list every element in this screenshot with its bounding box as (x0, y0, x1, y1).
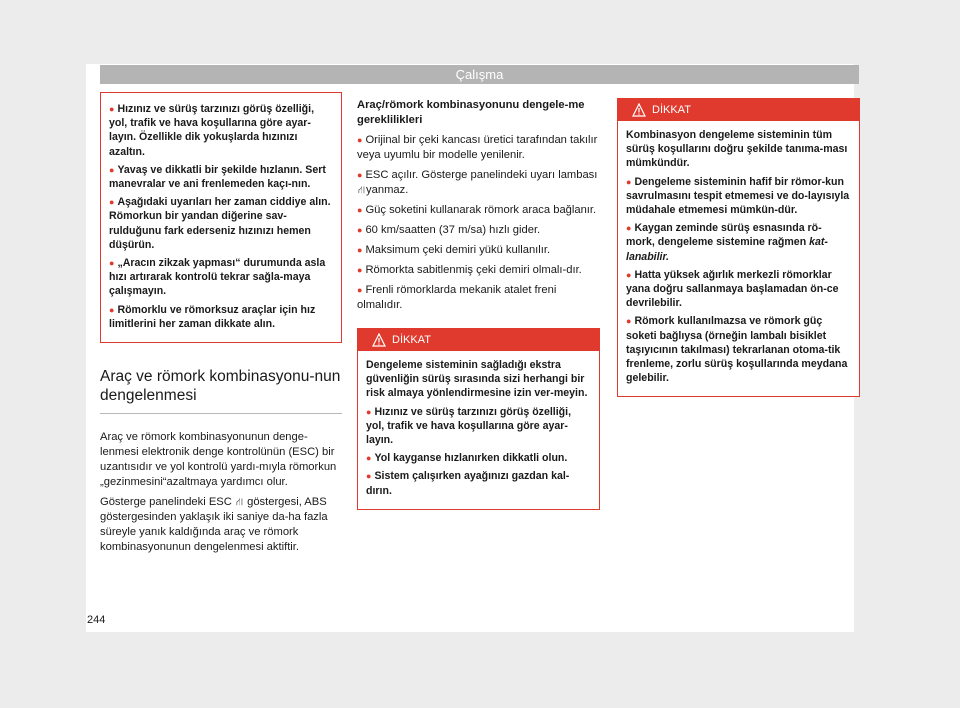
warning-item: ● Dengeleme sisteminin hafif bir römor-kun savrulmasını tespit etmemesi ve do-layısıyla müdahale etmemesi mümkün-dür. (626, 175, 850, 217)
bullet-icon: ● (626, 269, 632, 280)
bullet-icon: ● (626, 223, 632, 234)
column-2 (357, 98, 600, 510)
esc-trailer-icon: ⛙ (235, 497, 243, 509)
list-item: ● ESC açılır. Gösterge panelindeki uyarı lambası⛙yanmaz. (357, 169, 598, 196)
warning-item: ● Yol kayganse hızlanırken dikkatli olun. (366, 452, 568, 465)
list-item: ● 60 km/saatten (37 m/sa) hızlı gider. (357, 224, 541, 236)
bullet-icon: ● (366, 453, 372, 464)
bullet-icon: ● (366, 406, 372, 417)
bullet-icon: ● (109, 197, 115, 208)
list-item: ● Güç soketini kullanarak römork araca bağlanır. (357, 204, 597, 216)
column-1 (100, 92, 342, 560)
column-3 (617, 98, 860, 397)
list-item: ● Römorkta sabitlenmiş çeki demiri olmalı-dır. (357, 264, 582, 276)
requirements-list (357, 133, 600, 313)
warning-item: ● Sistem çalışırken ayağınızı gazdan kal-dırın. (366, 470, 570, 497)
warning-box (617, 98, 860, 397)
warning-triangle-icon (632, 103, 646, 117)
warning-triangle-icon (372, 333, 386, 347)
list-item: ● Maksimum çeki demiri yükü kullanılır. (357, 244, 551, 256)
warning-header: DİKKAT (618, 99, 859, 121)
bullet-icon: ● (109, 258, 115, 269)
warning-item: ● Hızınız ve sürüş tarzınızı görüş özelliği, yol, trafik ve hava koşullarına göre ayar-layın. (366, 405, 572, 447)
warning-lead: Dengeleme sisteminin sağladığı ekstra güvenliğin sürüş sırasında sizi herhangi bir risk almaya yönlendirmesine izin ver-meyin. (366, 359, 588, 400)
bullet-icon: ● (109, 104, 115, 114)
warning-item: ● Hızınız ve sürüş tarzınızı görüş özelliği, yol, trafik ve hava koşullarına göre ayar-layın. Özellikle dik yokuşlarda hızınızı azaltın. (109, 103, 315, 158)
warning-item: ● Yavaş ve dikkatli bir şekilde hızlanın. Sert manevralar ve ani frenlemeden kaçı-nın. (109, 163, 326, 191)
list-item: ● Frenli römorklarda mekanik atalet freni olmalıdır. (357, 284, 557, 311)
warning-item: ● Hatta yüksek ağırlık merkezli römorklar yana doğru sallanmaya başlamadan ön-ce devrilebilir. (626, 268, 839, 310)
bullet-icon: ● (357, 205, 363, 215)
bullet-icon: ● (357, 265, 363, 275)
warning-item: ● „Aracın zikzak yapması“ durumunda asla hızı artırarak kontrolü tekrar sağla-maya çalışmayın. (109, 257, 326, 298)
bullet-icon: ● (357, 245, 363, 255)
bullet-icon: ● (109, 164, 115, 175)
bullet-icon: ● (357, 135, 363, 145)
page-number: 244 (87, 614, 106, 626)
warning-lead: Kombinasyon dengeleme sisteminin tüm sürüş koşullarını doğru şekilde tanıma-ması mümkündür. (626, 129, 848, 170)
list-item: ● Orijinal bir çeki kancası üretici tarafından takılır veya uyumlu bir modelle yenilenir. (357, 134, 598, 161)
warning-item: ● Aşağıdaki uyarıları her zaman ciddiye alın. Römorkun bir yandan diğerine sav-rulduğunu fark ederseniz hızınızı hemen düşürün. (109, 196, 331, 251)
warning-body (618, 121, 859, 396)
intro-paragraph: Araç ve römork kombinasyonunun denge-lenmesi elektronik denge kontrolünün (ESC) bir uzantısıdır ve yol kontrolü yardı-mıyla römorkun „gezinmesini“azaltmaya yardımcı olur. (100, 431, 337, 489)
bullet-icon: ● (626, 316, 632, 327)
warning-body (101, 93, 341, 342)
bullet-icon: ● (357, 285, 363, 295)
warning-item: ● Römorklu ve römorksuz araçlar için hız limitlerini her zaman dikkate alın. (109, 303, 316, 330)
bullet-icon: ● (109, 304, 115, 315)
warning-box-continued (100, 92, 342, 343)
esc-paragraph: Gösterge panelindeki ESC ⛙ göstergesi, ABS göstergesinden yaklaşık iki saniye da-ha fazla süreyle yanık kaldığında araç ve römork kombinasyonunun dengelenmesi aktiftir. (100, 496, 328, 554)
warning-body (358, 351, 599, 509)
warning-item: ● Kaygan zeminde sürüş esnasında rö-mork, dengeleme sistemine rağmen kat-lanabilir. (626, 222, 828, 263)
warning-box (357, 328, 600, 510)
bullet-icon: ● (626, 176, 632, 187)
trailer-warning-icon: ⛙ (358, 185, 366, 196)
requirements-title: Araç/römork kombinasyonunu dengele-me gereklilikleri (357, 99, 585, 126)
warning-item: ● Römork kullanılmazsa ve römork güç soketi bağlıysa (örneğin lambalı bisiklet taşıyıcının takılması) tekrarlanan otoma-tik frenleme, zorlu sürüş koşullarında meydana gelebilir. (626, 315, 848, 385)
bullet-icon: ● (366, 471, 372, 482)
section-title: Araç ve römork kombinasyonu-nun dengelenmesi (100, 367, 342, 414)
page-header: Çalışma (100, 65, 859, 84)
bullet-icon: ● (357, 170, 363, 180)
bullet-icon: ● (357, 225, 363, 235)
warning-header: DİKKAT (358, 329, 599, 351)
